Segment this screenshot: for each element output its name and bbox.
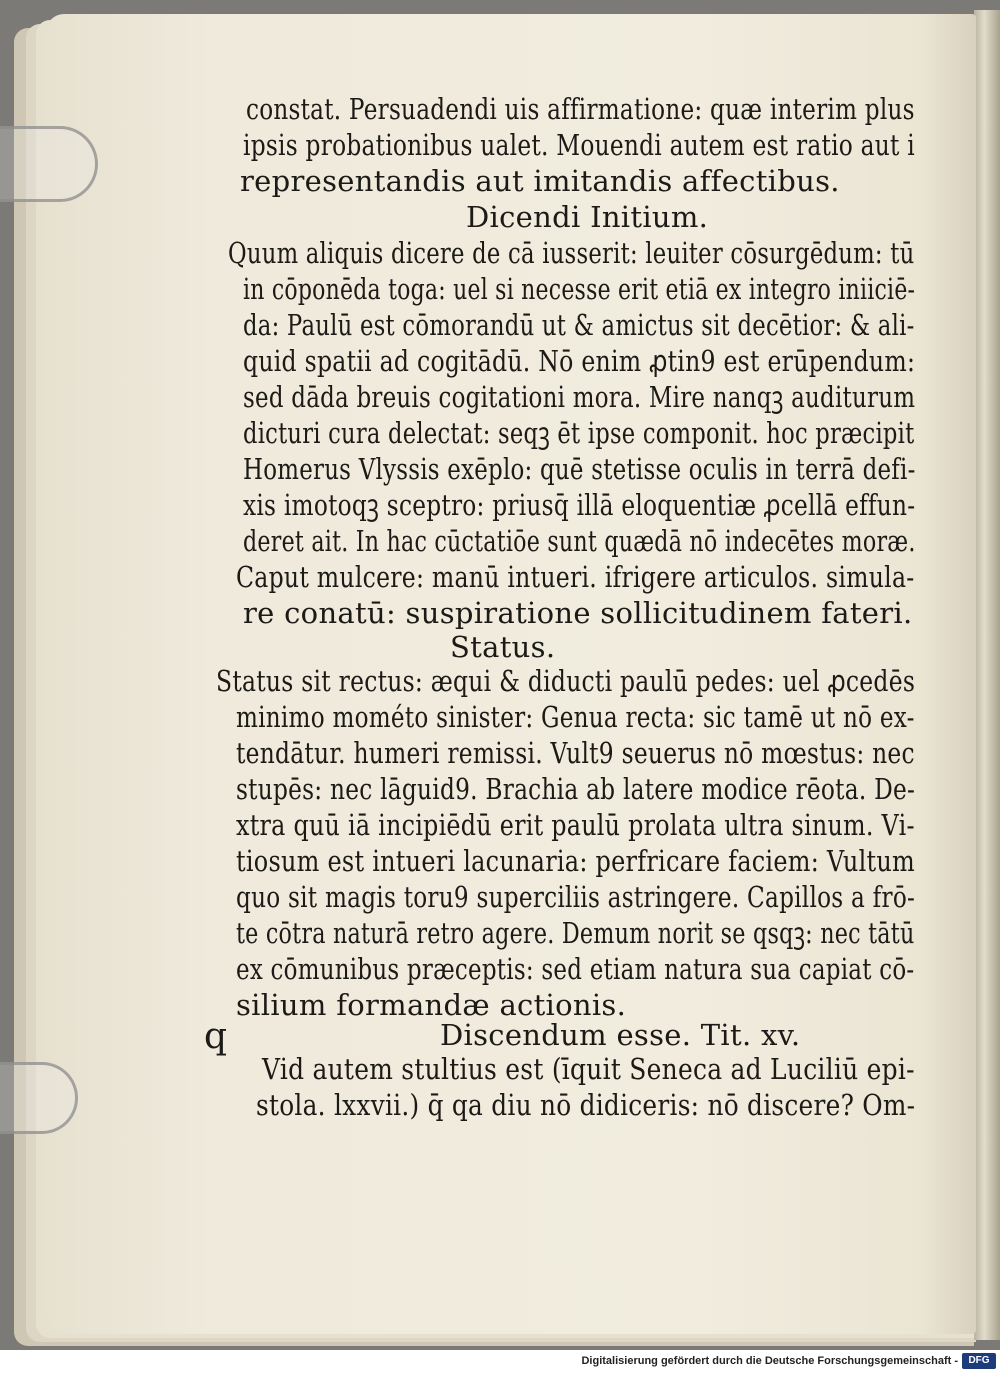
text-line: stupēs: nec lāguid9. Brachia ab latere modice rēota. De- bbox=[236, 772, 916, 806]
text-line: te cōtra naturā retro agere. Demum norit se qsqꝫ: nec tātū bbox=[236, 916, 915, 950]
text-line: Homerus Vlyssis exēplo: quē stetisse oculis in terrā defi- bbox=[243, 452, 916, 486]
section-heading: Discendum esse. Tit. xv. bbox=[440, 1018, 801, 1052]
text-line: Caput mulcere: manū intueri. ifrigere articulos. simula- bbox=[236, 560, 915, 594]
text-line: minimo mométo sinister: Genua recta: sic tamē ut nō ex- bbox=[236, 700, 915, 734]
text-line: quo sit magis toru9 superciliis astringere. Capillos a frō- bbox=[236, 880, 916, 914]
paper-clip bbox=[0, 1062, 78, 1134]
text-line: da: Paulū est cōmorandū ut & amictus sit decētior: & ali- bbox=[243, 308, 915, 342]
text-line: xis imotoqꝫ sceptro: priusq̄ illā eloquentiæ ꝓcellā effun- bbox=[243, 488, 916, 522]
credit-text: Digitalisierung gefördert durch die Deutsche Forschungsgemeinschaft - bbox=[581, 1355, 958, 1367]
text-line: silium formandæ actionis. bbox=[236, 988, 627, 1022]
text-line: re conatū: suspiratione sollicitudinem fateri. bbox=[243, 596, 913, 630]
book-gutter bbox=[974, 10, 1000, 1340]
text-line: tiosum est intueri lacunaria: perfricare faciem: Vultum bbox=[236, 844, 916, 878]
section-heading: Dicendi Initium. bbox=[466, 200, 709, 234]
text-line: Quum aliquis dicere de cā iusserit: leuiter cōsurgēdum: tū bbox=[228, 236, 915, 270]
guide-letter: q bbox=[204, 1016, 228, 1057]
text-line: stola. lxxvii.) q̄ qa diu nō didiceris: nō discere? Om- bbox=[256, 1088, 916, 1122]
text-line: ex cōmunibus præceptis: sed etiam natura sua capiat cō- bbox=[236, 952, 915, 986]
text-line: Vid autem stultius est (īquit Seneca ad Luciliū epi- bbox=[262, 1052, 915, 1086]
text-line: deret ait. In hac cūctatiōe sunt quædā nō indecētes moræ. bbox=[243, 524, 916, 558]
text-line: in cōponēda toga: uel si necesse erit etiā ex integro iniiciē- bbox=[243, 272, 916, 306]
text-line: tendātur. humeri remissi. Vult9 seuerus nō mœstus: nec bbox=[236, 736, 915, 770]
text-line: Status sit rectus: æqui & diducti paulū pedes: uel ꝓcedēs bbox=[216, 664, 916, 698]
text-line: representandis aut imitandis affectibus. bbox=[240, 164, 840, 198]
credit-footer bbox=[0, 1350, 1000, 1373]
text-line: quid spatii ad cogitādū. Nō enim ꝓtin9 est erūpendum: bbox=[243, 344, 916, 378]
text-line: sed dāda breuis cogitationi mora. Mire nanqꝫ auditurum bbox=[243, 380, 916, 414]
text-line: xtra quū iā incipiēdū erit paulū prolata ultra sinum. Vi- bbox=[236, 808, 915, 842]
section-heading: Status. bbox=[450, 630, 556, 664]
dfg-logo: DFG bbox=[962, 1353, 996, 1369]
paper-clip bbox=[0, 126, 98, 202]
text-line: dicturi cura delectat: seqꝫ ēt ipse componit. hoc præcipit bbox=[243, 416, 915, 450]
text-line: ipsis probationibus ualet. Mouendi autem est ratio aut i bbox=[243, 128, 915, 162]
text-line: constat. Persuadendi uis affirmatione: quæ interim plus bbox=[246, 92, 915, 126]
